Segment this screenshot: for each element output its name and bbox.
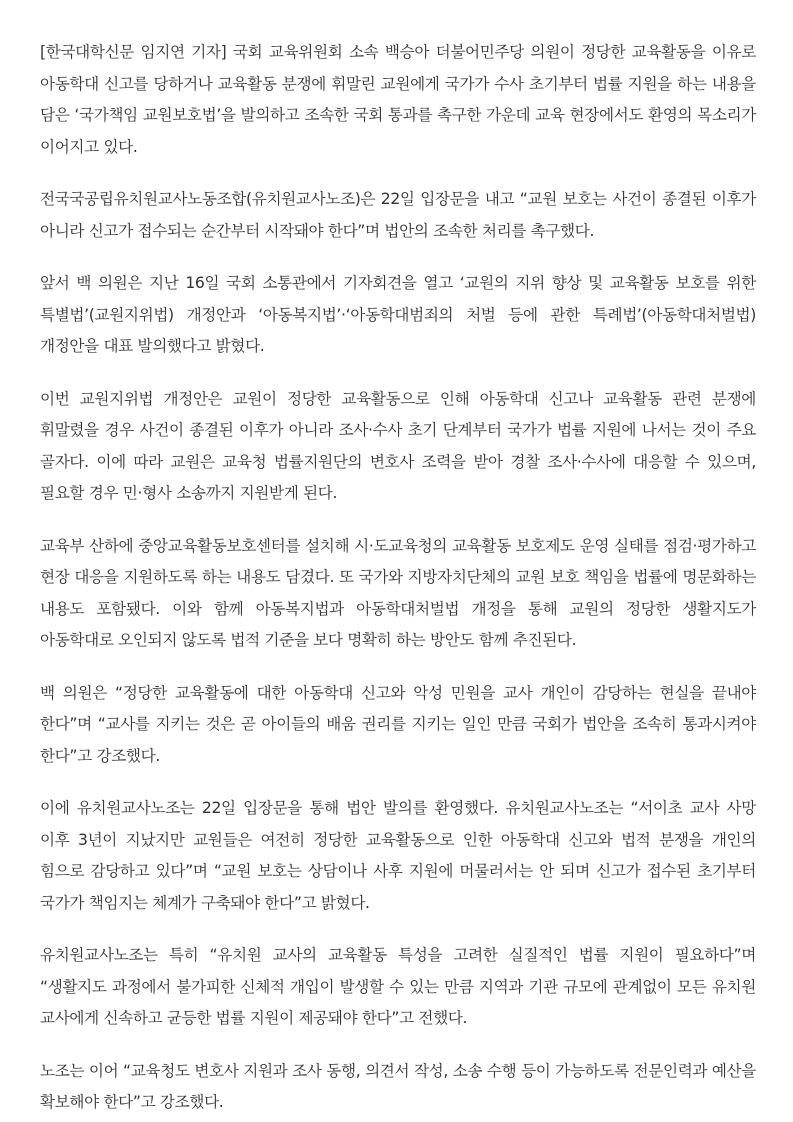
paragraph: 이번 교원지위법 개정안은 교원이 정당한 교육활동으로 인해 아동학대 신고나 교육활동 관련 분쟁에 휘말렸을 경우 사건이 종결된 이후가 아니라 조사·수사 초기 단계부터 국가가 법률 지원에 나서는 것이 주요 골자다. 이에 따라 교원은 교육청 법률지원단의 변호사 조력을 받아 경찰 조사·수사에 대응할 수 있으며, 필요할 경우 민·형사 소송까지 지원받게 된다. <box>40 389 756 502</box>
paragraph: 전국국공립유치원교사노동조합(유치원교사노조)은 22일 입장문을 내고 “교원 보호는 사건이 종결된 이후가 아니라 신고가 접수되는 순간부터 시작돼야 한다”며 법안의 조속한 처리를 촉구했다. <box>40 190 756 240</box>
paragraph-intro: [한국대학신문 임지연 기자] 국회 교육위원회 소속 백승아 더불어민주당 의원이 정당한 교육활동을 이유로 아동학대 신고를 당하거나 교육활동 분쟁에 휘말린 교원에게 국가가 수사 초기부터 법률 지원을 하는 내용을 담은 ‘국가책임 교원보호법’을 발의하고 조속한 국회 통과를 촉구한 가운데 교육 현장에서도 환영의 목소리가 이어지고 있다. <box>40 43 756 156</box>
paragraph: 노조는 이어 “교육청도 변호사 지원과 조사 동행, 의견서 작성, 소송 수행 등이 가능하도록 전문인력과 예산을 확보해야 한다”고 강조했다. <box>40 1061 756 1111</box>
article-body <box>40 37 756 1119</box>
paragraph: 교육부 산하에 중앙교육활동보호센터를 설치해 시·도교육청의 교육활동 보호제도 운영 실태를 점검·평가하고 현장 대응을 지원하도록 하는 내용도 담겼다. 또 국가와 지방자치단체의 교원 보호 책임을 법률에 명문화하는 내용도 포함됐다. 이와 함께 아동복지법과 아동학대처벌법 개정을 통해 교원의 정당한 생활지도가 아동학대로 오인되지 않도록 법적 기준을 보다 명확히 하는 방안도 함께 추진된다. <box>40 536 756 649</box>
paragraph: 앞서 백 의원은 지난 16일 국회 소통관에서 기자회견을 열고 ‘교원의 지위 향상 및 교육활동 보호를 위한 특별법’(교원지위법) 개정안과 ‘아동복지법’·‘아동학대범죄의 처벌 등에 관한 특례법’(아동학대처벌법) 개정안을 대표 발의했다고 밝혔다. <box>40 274 756 355</box>
paragraph: 유치원교사노조는 특히 “유치원 교사의 교육활동 특성을 고려한 실질적인 법률 지원이 필요하다”며 “생활지도 과정에서 불가피한 신체적 개입이 발생할 수 있는 만큼 지역과 기관 규모에 관계없이 모든 유치원 교사에게 신속하고 균등한 법률 지원이 제공돼야 한다”고 전했다. <box>40 946 756 1027</box>
paragraph: 백 의원은 “정당한 교육활동에 대한 아동학대 신고와 악성 민원을 교사 개인이 감당하는 현실을 끝내야 한다”며 “교사를 지키는 것은 곧 아이들의 배움 권리를 지키는 일인 만큼 국회가 법안을 조속히 통과시켜야 한다”고 강조했다. <box>40 683 756 765</box>
paragraph: 이에 유치원교사노조는 22일 입장문을 통해 법안 발의를 환영했다. 유치원교사노조는 “서이초 교사 사망 이후 3년이 지났지만 교원들은 여전히 정당한 교육활동으로 인한 아동학대 신고와 법적 분쟁을 개인의 힘으로 감당하고 있다”며 “교원 보호는 상담이나 사후 지원에 머물러서는 안 되며 신고가 접수된 초기부터 국가가 책임지는 체계가 구축돼야 한다”고 밝혔다. <box>40 799 756 912</box>
